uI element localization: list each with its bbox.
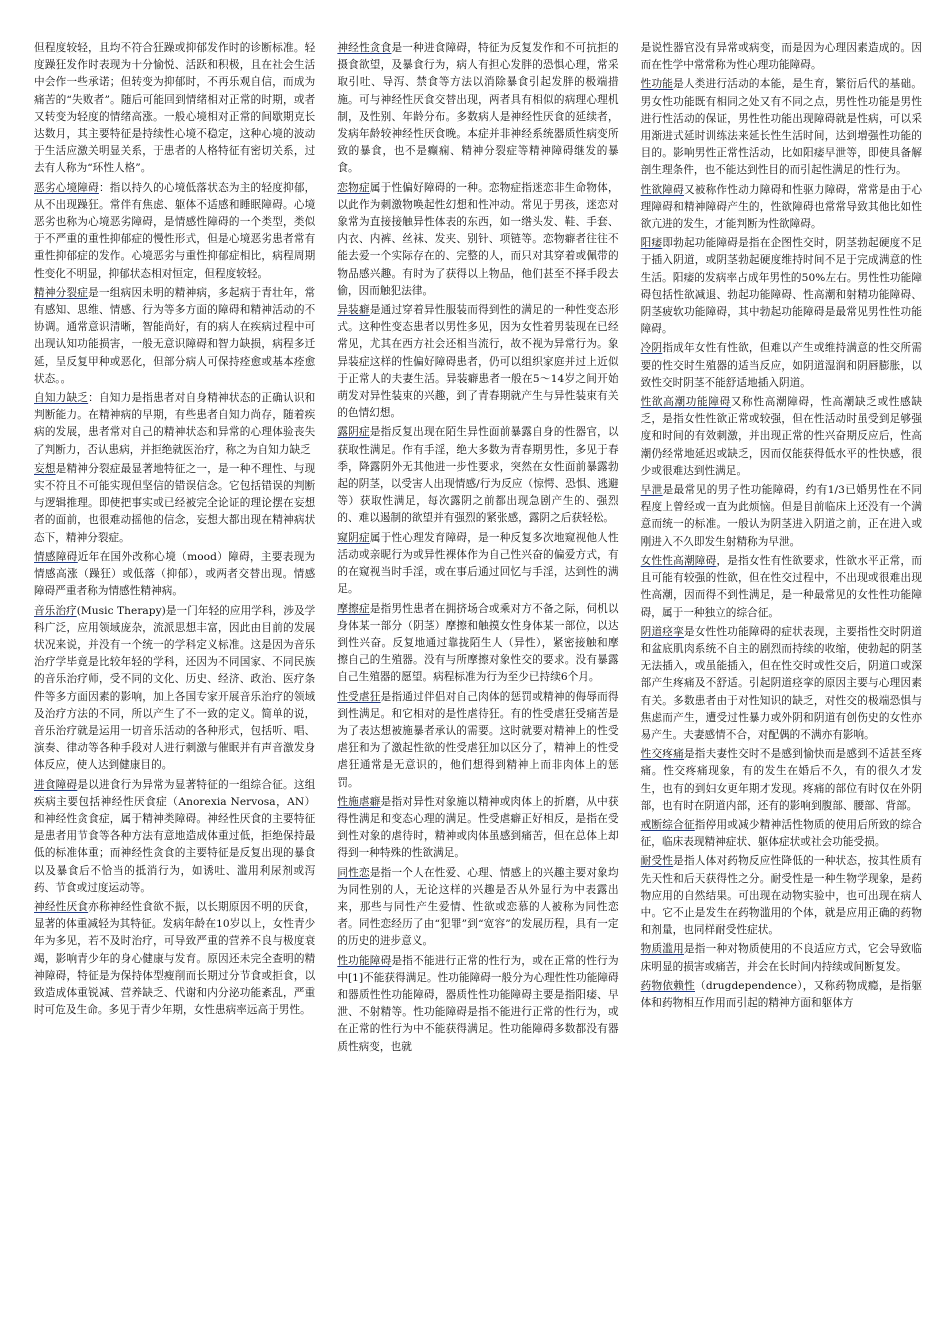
term-heading: 同性恋	[337, 866, 370, 879]
term-heading: 恋物症	[337, 181, 370, 194]
paragraph-body: 是指反复出现在陌生异性面前暴露自身的性器官，以获取性满足。作有手淫，绝大多数为青春期男性，多见于春季，降露阴外无其他进一步性要求，突然在女性面前暴露勃起的阴茎，以受害人出现情感/行为反应（惊愕、恐惧、逃避等）获取性满足，每次露阴之前都出现急剧产生的、强烈的、难以遏制的欲望并有强烈的紧张感，露阴之后获轻松。	[337, 426, 619, 525]
term-heading: 戒断综合征	[640, 818, 695, 831]
paragraph	[34, 180, 315, 283]
paragraph	[34, 40, 315, 178]
paragraph	[34, 777, 315, 897]
term-heading: 性受虐狂	[337, 690, 381, 703]
paragraph-body: 是指通过伴侣对自己肉体的惩罚或精神的侮辱而得到性满足。和它相对的是性虐待狂。有的性受虐狂受痛苦是为了表达想被施暴者承认的需要。这时就要对精神上的性受虐狂和为了激起性欲的性受虐狂加以区分了，精神上的性受虐狂通常是无意识的，他们想得到精神上而非肉体上的惩罚。	[337, 690, 619, 789]
paragraph-body: ，是指女性有性欲要求，性欲水平正常，而且可能有较强的性欲，但在性交过程中，不出现或很难出现性高潮，因而得不到性满足，是一种最常见的女性性功能障碍，属于一种独立的综合征。	[640, 554, 922, 619]
paragraph-body: 是通过穿着异性服装而得到性的满足的一种性变态形式。这种性变态患者以男性多见，因为女性着男装现在已经常见，尤其在西方社会还相当流行，故不视为异常行为。象异装症这样的性偏好障碍患者，仍可以组织家庭并过上近似于正常人的夫妻生活。异装癖患者一般在5～14岁之间开始萌发对异性装束的兴趣，到了青春期就产生与异性装束有关的色情幻想。	[337, 304, 619, 420]
term-heading: 耐受性	[640, 855, 674, 868]
paragraph-body: 是指一个人在性爱、心理、情感上的兴趣主要对象均为同性别的人，无论这样的兴趣是否从外显行为中表露出来，那些与同性产生爱情、性欲或恋慕的人被称为同性恋者。同性恋经历了由“犯罪”到“宽容”的发展历程，具有一定的历史的进步意义。	[337, 866, 619, 948]
term-heading: 早泄	[640, 484, 663, 497]
paragraph-body: （drugdependence），又称药物成瘾，是指躯体和药物相互作用而引起的精神方面和躯体方	[640, 979, 922, 1009]
paragraph-body: 是以进食行为异常为显著特征的一组综合征。这组疾病主要包括神经性厌食症（Anorexia Nervosa，AN）和神经性贪食症，属于精神类障碍。神经性厌食的主要特征是患者用节食等各种方法有意地造成体重过低，拒绝保持最低的标准体重；而神经性贪食的主要特征是反复出现的暴食以及暴食后不恰当的抵消行为，如诱吐、滥用利尿剂或泻药、节食或过度运动等。	[34, 778, 316, 894]
paragraph	[337, 794, 618, 863]
paragraph	[641, 853, 922, 939]
paragraph-body: 近年在国外改称心境（mood）障碍，主要表现为情感高涨（躁狂）或低落（抑郁），或两者交替出现。情感障碍严重者称为情感性精神病。	[34, 550, 316, 598]
paragraph	[641, 746, 922, 815]
term-heading: 物质滥用	[640, 943, 684, 956]
term-heading: 性功能	[640, 78, 674, 91]
term-heading: 露阴症	[337, 426, 370, 439]
column-2	[337, 40, 618, 1344]
paragraph	[337, 601, 618, 687]
paragraph	[34, 899, 315, 1019]
paragraph	[337, 689, 618, 792]
paragraph-body: 是指一种对物质使用的不良适应方式，它会导致临床明显的损害或痛苦，并会在长时间内持续或间断复发。	[640, 943, 922, 973]
term-heading: 进食障碍	[34, 778, 78, 791]
paragraph	[641, 235, 922, 338]
paragraph-body: 指成年女性有性欲，但难以产生或维持满意的性交所需要的性交时生殖器的适当反应，如阴道湿润和阴唇膨胀，以致性交时阴茎不能舒适地插入阴道。	[640, 342, 922, 389]
paragraph	[337, 424, 618, 527]
paragraph	[641, 941, 922, 975]
term-heading: 阳痿	[640, 237, 663, 250]
paragraph	[641, 340, 922, 392]
paragraph	[34, 603, 315, 775]
term-heading: 摩擦症	[337, 602, 370, 615]
term-heading: 性欲高潮功能障碍	[640, 396, 731, 409]
paragraph-body: 是人类进行活动的本能，是生育，繁衍后代的基础。男女性功能既有相同之处又有不同之点，男性性功能是男性进行性活动的保证，男性性功能出现障碍就是性病，可以采用渐进式延时训练法来延长性生活时间，达到增强性功能的目的。影响男性正常性活动，比如阳痿早泄等，即使具备解剖生理条件，也不能达到性目的而引起性满足的性行为。	[640, 78, 922, 177]
column-3	[641, 40, 922, 1344]
paragraph	[641, 624, 922, 744]
paragraph-body: ：指以持久的心境低落状态为主的轻度抑郁，从不出现躁狂。常伴有焦虑、躯体不适感和睡眠障碍。心境恶劣也称为心境恶劣障碍，是情感性障碍的一个类型，类似于不严重的重性抑郁症的慢性形式，但是心境恶劣患者常有重性抑郁症的发作。心境恶劣与重性抑郁症相比，病程周期性变化不明显，抑郁状态相对恒定，但程度较轻。	[34, 181, 316, 280]
paragraph	[337, 40, 618, 178]
term-heading: 妄想	[34, 462, 56, 475]
paragraph-body: 是指男性患者在拥挤场合或乘对方不备之际，伺机以身体某一部分（阴茎）摩擦和触摸女性身体某一部位，以达到性兴奋。反复地通过靠拢陌生人（异性），紧密接触和摩擦自己的生殖器。没有与所摩擦对象性交的要求。没有暴露自己生殖器的愿望。病程标准为行为至少已持续6个月。	[337, 602, 619, 684]
paragraph-body: ：自知力是指患者对自身精神状态的正确认识和判断能力。在精神病的早期，有些患者自知力尚存，随着疾病的发展，患者常对自己的精神状态和异常的心理体验丧失了判断力，否认患病，并拒绝就医治疗，称之为自知力缺乏	[34, 392, 316, 456]
paragraph-body: 属于性偏好障碍的一种。恋物症指迷恋非生命物体，以此作为刺激物唤起性幻想和性冲动。常见于男孩，迷恋对象常为直接接触异性体表的东西，如一绺头发、鞋、手套、内衣、内裤、丝袜、发夹、别针、项链等。恋物癖者往往不能去爱一个实际存在的、完整的人，而只对其穿着或佩带的物品感兴趣。有时为了获得以上物品，他们甚至不择手段去偷，因而触犯法律。	[337, 181, 619, 297]
paragraph	[641, 553, 922, 622]
term-heading: 性功能障碍	[337, 954, 392, 967]
paragraph-body: 属于性心理发育障碍，是一种反复多次地窥视他人性活动或亲昵行为或异性裸体作为自己性兴奋的偏爱方式，有的在窥视当时手淫，或在事后通过回忆与手淫，达到性的满足。	[337, 531, 619, 596]
column-1	[34, 40, 315, 1344]
paragraph	[34, 461, 315, 547]
paragraph	[337, 180, 618, 300]
term-heading: 自知力缺乏	[34, 392, 89, 405]
paragraph-body: (Music Therapy)是一门年轻的应用学科，涉及学科广泛，应用领域庞杂，流派思想丰富，因此由目前的发展状况来说，并没有一个统一的学科定义标准。这是因为音乐治疗学毕竟是比较年轻的学科，还因为不同国家、不同民族的音乐治疗师，受不同的文化、历史、经济、政治、医疗条件等多方面因素的影响，加上各国专家开展音乐治疗的领域及治疗方法的不同，所以产生了不一致的定义。简单的说，音乐治疗就是运用一切音乐活动的各种形式，包括听、唱、演奏、律动等各种手段对人进行刺激与催眠并有声音激发身体反应，使人达到健康目的。	[34, 604, 316, 772]
term-heading: 药物依赖性	[640, 979, 695, 992]
paragraph	[641, 76, 922, 179]
paragraph	[34, 285, 315, 388]
paragraph-body: 但程度较轻，且均不符合狂躁或抑郁发作时的诊断标准。轻度躁狂发作时表现为十分愉悦、活跃和积极，且在社会生活中会作一些承诺；但转变为抑郁时，不再乐观自信，而成为痛苦的“失败者”。随后可能回到情绪相对正常的时期，或者又转变为轻度的情绪高涨。一般心境相对正常的间歇期克长达数月，其主要特征是持续性心境不稳定，这种心境的波动于生活应激关明显关系，于患者的人格特征有密切关系，过去有人称为“环性人格”。	[34, 42, 316, 175]
paragraph	[337, 953, 618, 1056]
paragraph-body: 是指人体对药物反应性降低的一种状态，按其性质有先天性和后天获得性之分。耐受性是一种生物学现象，是药物应用的自然结果。可出现在动物实验中，也可出现在病人中。它不止是发生在药物滥用的个体，就是应用正确的药物和剂量，也同样耐受性症状。	[640, 855, 922, 937]
paragraph-body: 是说性器官没有异常或病变，而是因为心理因素造成的。因而在性学中常常称为性心理功能障碍。	[640, 42, 922, 72]
paragraph	[641, 482, 922, 551]
paragraph	[34, 390, 315, 459]
paragraph-body: 指停用或减少精神活性物质的使用后所致的综合征，临床表现精神症状、躯体症状或社会功能受损。	[640, 818, 922, 849]
paragraph-body: 是一组病因未明的精神病，多起病于青壮年，常有感知、思维、情感、行为等多方面的障碍和精神活动的不协调。通常意识清晰，智能尚好，有的病人在疾病过程中可出现认知功能损害，一般无意识障碍和智力缺损，病程多迁延，呈反复甲种或恶化，但部分病人可保持痊愈或基本痊愈状态。。	[34, 286, 316, 385]
term-heading: 女性性高潮障碍	[640, 554, 717, 567]
paragraph	[641, 978, 922, 1012]
term-heading: 神经性厌食	[34, 900, 89, 913]
term-heading: 情感障碍	[34, 550, 78, 563]
term-heading: 阴道痉挛	[640, 625, 684, 638]
paragraph-body: 即勃起功能障碍是指在企图性交时，阴茎勃起硬度不足于插入阴道，或阴茎勃起硬度维持时间不足于完成满意的性生活。阳痿的发病率占成年男性的50%左右。男性性功能障碍包括性欲减退、勃起功能障碍、性高潮和射精功能障碍、阴茎疲软功能障碍，其中勃起功能障碍是最常见男性性功能障碍。	[640, 237, 922, 336]
paragraph-body: 又被称作性动力障碍和性驱力障碍，常常是由于心理障碍和精神障碍产生的，性欲障碍也常常导致其他比如性欲亢进的发生，才能判断为性欲障碍。	[640, 183, 922, 231]
paragraph	[641, 817, 922, 851]
paragraph-body: 是一种进食障碍，特征为反复发作和不可抗拒的摄食欲望，及暴食行为，病人有担心发胖的恐惧心理，常采取引吐、导泻、禁食等方法以消除暴食引起发胖的极端措施。可与神经性厌食交替出现，两者具有相似的病理心理机制，及性别、年龄分布。多数病人是神经性厌食的延续者，发病年龄较神经性厌食晚。本症并非神经系统器质性病变所致的暴食，也不是癫痫、精神分裂症等精神障碍继发的暴食。	[337, 42, 619, 175]
paragraph-body: 又称性高潮障碍，性高潮缺乏或性感缺乏，是指女性性欲正常或较强，但在性活动时虽受到足够强度和时间的有效刺激，并出现正常的性兴奋期反应后，性高潮仍经常地延迟或缺乏，因而仅能获得低水平的性快感，很少或很难达到性满足。	[640, 396, 922, 477]
paragraph	[337, 302, 618, 422]
term-heading: 性欲障碍	[640, 183, 684, 196]
paragraph	[34, 549, 315, 601]
term-heading: 神经性贪食	[337, 42, 392, 54]
term-heading: 冷阴	[640, 342, 663, 355]
term-heading: 音乐治疗	[34, 604, 77, 617]
term-heading: 恶劣心境障碍	[34, 181, 99, 194]
paragraph-body: 是指夫妻性交时不是感到愉快而是感到不适甚至疼痛。性交疼痛现象，有的发生在婚后不久，有的很久才发生，也有的到妇女更年期才发现。疼痛的部位有时仅在外阴部，也有时在阴道内部，还有的影响到腹部、腰部、背部。	[640, 748, 922, 812]
paragraph-body: 亦称神经性食欲不振，以长期原因不明的厌食，显著的体重减轻为其特征。发病年龄在10岁以上，女性青少年为多见，若不及时治疗，可导致严重的营养不良与极度衰竭，影响青少年的身心健康与发育。原因还未完全查明的精神障碍，特征是为保持体型瘦削而长期过分节食或拒食，以致造成体重锐减、营养缺乏、代谢和内分泌功能紊乱，严重时可危及生命。多见于青少年期，女性患病率远高于男性。	[34, 900, 316, 1017]
paragraph-body: 是精神分裂症最显著地特征之一，是一种不理性、与现实不符且不可能实现但坚信的错误信念。它包括错误的判断与逻辑推理。即使把事实或已经被完全论证的理论摆在妄想者的面前，也很难动摇他的信念，妄想大都出现在精神病状态下，精神分裂症。	[34, 462, 316, 544]
term-heading: 性交疼痛	[640, 748, 684, 761]
term-heading: 异装癖	[337, 304, 370, 317]
paragraph	[641, 182, 922, 234]
paragraph-body: 是指不能进行正常的性行为，或在正常的性行为中[1]不能获得满足。性功能障碍一般分为心理性性功能障碍和器质性性功能障碍，器质性性功能障碍主要是指阳痿、早泄、不射精等。性功能障碍是指不能进行正常的性行为，或在正常的性行为中不能获得满足。性功能障碍多数都没有器质性病变，也就	[337, 954, 619, 1053]
term-heading: 精神分裂症	[34, 286, 89, 299]
paragraph-body: 是女性性功能障碍的症状表现，主要指性交时阴道和盆底肌肉系统不自主的剧烈而持续的收缩，使勃起的阴茎无法插入，或虽能插入，但在性交时或性交后，阴道口或深部产生疼痛及不舒适。引起阴道痉挛的原因主要与心理因素有关。多数患者由于对性知识的缺乏，对性交的极端恐惧与焦虑而产生，遭受过性暴力或外阴和阴道有创伤史的女性亦易产生。夫妻感情不合，对配偶的不满亦有影响。	[640, 625, 922, 741]
term-heading: 窥阴症	[337, 531, 370, 544]
paragraph	[641, 40, 922, 74]
paragraph	[337, 530, 618, 599]
paragraph	[337, 865, 618, 951]
term-heading: 性施虐癖	[337, 795, 381, 808]
paragraph	[641, 394, 922, 480]
paragraph-body: 是指对异性对象施以精神或肉体上的折磨，从中获得性满足和变态心理的满足。性受虐癖正好相反，是指在受到性对象的虐待时，精神或肉体虽感到痛苦，但在总体上却得到一种特殊的性欲满足。	[337, 795, 619, 860]
paragraph-body: 是最常见的男子性功能障碍，约有1/3已婚男性在不同程度上曾经或一直为此烦恼。但是目前临床上还没有一个满意而统一的标准。一般认为阴茎进入阴道之前，正在进入或刚进入不久即发生射精称为早泄。	[640, 484, 922, 548]
